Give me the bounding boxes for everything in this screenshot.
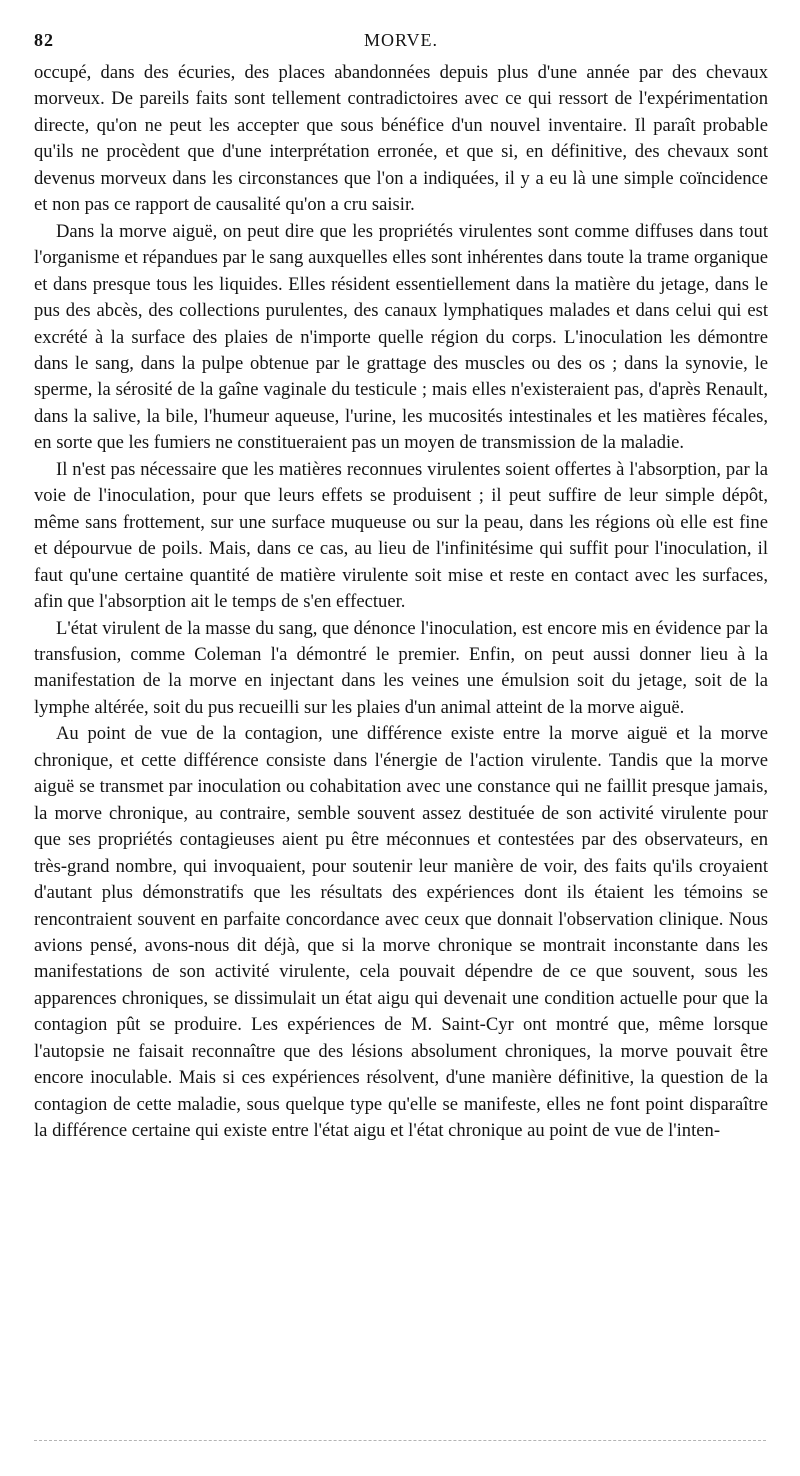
- paragraph-3: Il n'est pas nécessaire que les matières reconnues virulentes soient offertes à l'absorption, par la voie de l'inoculation, pour que leurs effets se produisent ; il peut suffire de leur simple dépôt, même sans frottement, sur une surface muqueuse ou sur la peau, dans les régions où elle est fine et dépourvue de poils. Mais, dans ce cas, au lieu de l'infinitésime qui suffit pour l'inoculation, il faut qu'une certaine quantité de matière virulente soit mise et reste en contact avec les surfaces, afin que l'absorption ait le temps de s'en effectuer.: [34, 458, 768, 613]
- bottom-rule: [34, 1440, 766, 1441]
- paragraph-5: Au point de vue de la contagion, une différence existe entre la morve aiguë et la morve chronique, et cette différence consiste dans l'énergie de l'action virulente. Tandis que la morve aiguë se transmet par inoculation ou cohabitation avec une constance qui ne faillit presque jamais, la morve chronique, au contraire, semble souvent assez destituée de son activité virulente pour que ses propriétés contagieuses aient pu être méconnues et contestées par des observateurs, en très-grand nombre, qui invoquaient, pour soutenir leur manière de voir, des faits qu'ils croyaient d'autant plus démonstratifs que les résultats des expériences dont ils étaient les témoins se rencontraient souvent en parfaite concordance avec ceux que donnait l'observation clinique. Nous avions pensé, avons-nous dit déjà, que si la morve chronique se montrait inconstante dans les manifestations de son activité virulente, cela pouvait dépendre de ce que souvent, sous les apparences chroniques, se dissimulait un état aigu qui devenait une condition actuelle pour que la contagion pût se produire. Les expériences de M. Saint-Cyr ont montré que, même lorsque l'autopsie ne faisait reconnaître que des lésions absolument chroniques, la morve pouvait être encore inoculable. Mais si ces expériences résolvent, d'une manière définitive, la question de la contagion de cette maladie, sous quelque type qu'elle se manifeste, elles ne font point disparaître la différence certaine qui existe entre l'état aigu et l'état chronique au point de vue de l'inten-: [34, 723, 768, 1142]
- running-head: [34, 30, 768, 60]
- body-text: [34, 60, 768, 1145]
- paragraph-1: occupé, dans des écuries, des places abandonnées depuis plus d'une année par des chevaux morveux. De pareils faits sont tellement contradictoires avec ce qui ressort de l'expérimentation directe, qu'on ne peut les accepter que sous bénéfice d'un nouvel inventaire. Il paraît probable qu'ils ne procèdent que d'une interprétation erronée, et que si, en définitive, des chevaux sont devenus morveux dans les circonstances que l'on a indiquées, il y a eu là une simple coïncidence et non pas ce rapport de causalité qu'on a cru saisir.: [34, 62, 768, 216]
- paragraph-2: Dans la morve aiguë, on peut dire que les propriétés virulentes sont comme diffuses dans tout l'organisme et répandues par le sang auxquelles elles sont inhérentes dans toute la trame organique et dans presque tous les liquides. Elles résident essentiellement dans la matière du jetage, dans le pus des abcès, des collections purulentes, des canaux lymphatiques malades et dans celui qui est excrété à la surface des plaies de n'importe quelle région du corps. L'inoculation les démontre dans le sang, dans la pulpe obtenue par le grattage des muscles ou des os ; dans la synovie, le sperme, la sérosité de la gaîne vaginale du testicule ; mais elles n'existeraient pas, d'après Renault, dans la salive, la bile, l'humeur aqueuse, l'urine, les mucosités intestinales et les matières fécales, en sorte que les fumiers ne constitueraient pas un moyen de transmission de la maladie.: [34, 220, 768, 454]
- page-number: 82: [34, 30, 54, 50]
- running-title: MORVE.: [363, 30, 439, 50]
- book-page: [34, 30, 768, 1145]
- paragraph-4: L'état virulent de la masse du sang, que dénonce l'inoculation, est encore mis en évidence par la transfusion, comme Coleman l'a démontré le premier. Enfin, on peut aussi donner lieu à la manifestation de la morve en injectant dans les veines une émulsion soit du jetage, soit de la lymphe altérée, soit du pus recueilli sur les plaies d'un animal atteint de la morve aiguë.: [34, 617, 768, 718]
